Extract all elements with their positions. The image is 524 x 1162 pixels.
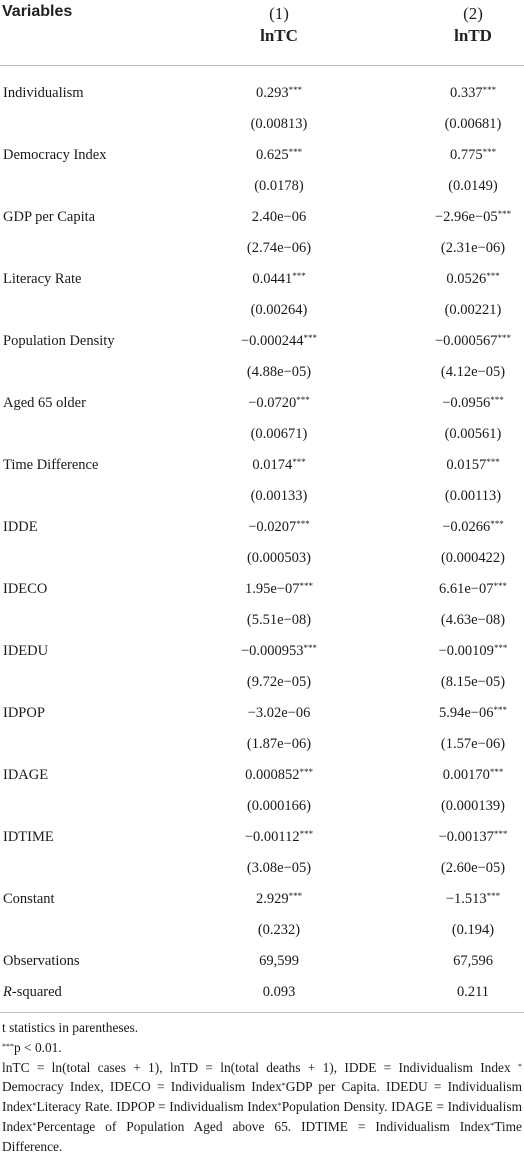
- note-def-a: lnTC = ln(total cases + 1), lnTD = ln(total deaths + 1), IDDE = Individualism Index: [2, 1059, 518, 1075]
- cell-value: 2.929: [255, 891, 289, 907]
- cell-value: 0.0526: [446, 271, 487, 287]
- significance-stars: ***: [288, 891, 303, 901]
- variables-header: Variables: [2, 3, 73, 20]
- row-label: GDP per Capita: [3, 209, 96, 225]
- table-row-coefficient: [0, 450, 524, 481]
- significance-stars: ***: [486, 271, 500, 281]
- significance-stars: ***: [296, 519, 310, 529]
- table-row-std-error: [0, 419, 524, 450]
- cell-column-2: [403, 357, 524, 388]
- row-label: Observations: [3, 953, 80, 969]
- cell-value: 0.0441: [252, 271, 293, 287]
- table-row-coefficient: [0, 202, 524, 233]
- cell-column-1: [209, 605, 349, 636]
- table-row-std-error: [0, 605, 524, 636]
- cell-column-1: [209, 419, 349, 450]
- table-row-rsquared: [0, 977, 524, 1008]
- cell-column-1: [209, 388, 349, 419]
- note-def-c: GDP per Capita. IDEDU = Individualism Index: [2, 1079, 522, 1115]
- note-def-sup: *: [32, 1101, 37, 1111]
- cell-value: (9.72e−05): [246, 674, 312, 690]
- cell-column-1: [209, 729, 349, 760]
- cell-value: −0.0956: [442, 395, 491, 411]
- cell-column-2: [403, 264, 524, 295]
- table-row-coefficient: [0, 884, 524, 915]
- cell-value: −0.00109: [438, 643, 494, 659]
- significance-stars: ***: [493, 829, 508, 839]
- cell-value: (8.15e−05): [440, 674, 506, 690]
- cell-value: −2.96e−05: [434, 209, 498, 225]
- cell-column-1: [209, 326, 349, 357]
- cell-column-1: [209, 512, 349, 543]
- cell-column-2: [403, 140, 524, 171]
- significance-stars: ***: [292, 271, 306, 281]
- cell-value: 0.337: [449, 85, 483, 101]
- table-row-std-error: [0, 171, 524, 202]
- cell-column-1: 0.093: [262, 984, 296, 1000]
- cell-column-1: [209, 822, 349, 853]
- column-2-number: (2): [463, 4, 483, 23]
- significance-stars: ***: [299, 829, 314, 839]
- table-row-std-error: [0, 729, 524, 760]
- cell-value: (0.00221): [444, 302, 502, 318]
- rsquared-label-rest: -squared: [11, 984, 62, 1000]
- note-def-g: Time Difference.: [2, 1118, 522, 1154]
- cell-value: −0.00137: [438, 829, 494, 845]
- cell-value: (0.232): [257, 922, 301, 938]
- significance-stars: ***: [288, 85, 303, 95]
- cell-value: 0.0157: [446, 457, 487, 473]
- cell-column-1: [209, 140, 349, 171]
- table-row-std-error: [0, 791, 524, 822]
- cell-column-2: [403, 946, 524, 977]
- table-row-coefficient: [0, 388, 524, 419]
- cell-value: −0.0720: [248, 395, 297, 411]
- cell-column-2: [403, 450, 524, 481]
- cell-column-1: [209, 636, 349, 667]
- cell-value: 0.775: [449, 147, 483, 163]
- column-2-header: [403, 3, 524, 47]
- cell-value: (0.00681): [444, 116, 502, 132]
- cell-value: (3.08e−05): [246, 860, 312, 876]
- table-row-std-error: [0, 481, 524, 512]
- cell-column-2: [403, 760, 524, 791]
- column-1-header: [209, 3, 349, 47]
- cell-value: (0.00561): [444, 426, 502, 442]
- cell-column-1: [209, 481, 349, 512]
- cell-column-2: [403, 326, 524, 357]
- cell-column-2: [403, 698, 524, 729]
- cell-value: −0.000567: [434, 333, 498, 349]
- cell-column-1: [209, 884, 349, 915]
- cell-column-2: [403, 915, 524, 946]
- cell-column-2: [403, 202, 524, 233]
- cell-value: −0.000244: [240, 333, 304, 349]
- cell-column-1: [209, 450, 349, 481]
- note-def-sup: *: [281, 1081, 286, 1091]
- table-row-coefficient: [0, 140, 524, 171]
- cell-value: 0.00170: [442, 767, 490, 783]
- table-row-coefficient: [0, 264, 524, 295]
- significance-stars: ***: [292, 457, 306, 467]
- table-row-std-error: [0, 667, 524, 698]
- cell-value: (0.00671): [250, 426, 308, 442]
- row-label: Individualism: [3, 85, 84, 101]
- cell-column-2: [403, 512, 524, 543]
- note-stars: ***: [2, 1041, 14, 1051]
- cell-value: (0.0149): [448, 178, 498, 194]
- cell-value: 5.94e−06: [439, 705, 494, 721]
- table-row-std-error: [0, 357, 524, 388]
- cell-value: (0.00813): [250, 116, 308, 132]
- cell-value: 6.61e−07: [439, 581, 494, 597]
- cell-column-2: [403, 78, 524, 109]
- cell-column-2: [403, 791, 524, 822]
- significance-stars: ***: [493, 581, 507, 591]
- row-label: IDDE: [3, 519, 38, 535]
- cell-value: (1.87e−06): [246, 736, 312, 752]
- table-row-std-error: [0, 233, 524, 264]
- row-label: IDPOP: [3, 705, 45, 721]
- cell-value: −3.02e−06: [247, 705, 311, 721]
- significance-stars: ***: [490, 519, 504, 529]
- significance-stars: ***: [296, 395, 310, 405]
- cell-value: −1.513: [445, 891, 487, 907]
- cell-column-1: [209, 109, 349, 140]
- cell-column-2: [403, 729, 524, 760]
- cell-column-1: [209, 171, 349, 202]
- row-label: [3, 977, 62, 1008]
- cell-column-1: [209, 543, 349, 574]
- table-row-coefficient: [0, 574, 524, 605]
- table-row-coefficient: [0, 636, 524, 667]
- cell-column-2: [403, 419, 524, 450]
- cell-value: 67,596: [453, 953, 493, 969]
- table-row-std-error: [0, 543, 524, 574]
- cell-column-2: [403, 884, 524, 915]
- table-row-std-error: [0, 853, 524, 884]
- significance-stars: ***: [299, 581, 313, 591]
- row-label: IDEDU: [3, 643, 49, 659]
- cell-value: 1.95e−07: [245, 581, 300, 597]
- cell-value: (0.00113): [444, 488, 502, 504]
- cell-column-1: [209, 574, 349, 605]
- cell-column-1: [209, 853, 349, 884]
- cell-value: (0.00264): [250, 302, 308, 318]
- cell-column-1: [209, 295, 349, 326]
- cell-column-1: [209, 946, 349, 977]
- table-row-coefficient: [0, 326, 524, 357]
- cell-value: (2.74e−06): [246, 240, 312, 256]
- cell-value: (0.000166): [246, 798, 312, 814]
- significance-stars: ***: [493, 705, 507, 715]
- cell-column-2: 0.211: [456, 984, 490, 1000]
- cell-value: −0.000953: [240, 643, 304, 659]
- row-label: IDECO: [3, 581, 48, 597]
- cell-column-2: [403, 295, 524, 326]
- significance-stars: ***: [303, 333, 318, 343]
- note-def-e: Population Density. IDAGE = Individualism Index: [2, 1099, 522, 1134]
- cell-column-1: [209, 264, 349, 295]
- table-row-coefficient: [0, 822, 524, 853]
- cell-value: 0.0174: [252, 457, 293, 473]
- cell-value: 0.293: [255, 85, 289, 101]
- row-label: IDAGE: [3, 767, 49, 783]
- table-notes: [2, 1018, 522, 1157]
- cell-column-2: [403, 481, 524, 512]
- table-row-std-error: [0, 915, 524, 946]
- cell-column-2: [403, 109, 524, 140]
- column-1-name: lnTC: [260, 26, 298, 45]
- note-def-sup: *: [277, 1101, 282, 1111]
- table-row-std-error: [0, 109, 524, 140]
- significance-stars: ***: [497, 209, 512, 219]
- cell-column-2: [403, 543, 524, 574]
- cell-value: (0.00133): [250, 488, 308, 504]
- cell-value: (1.57e−06): [440, 736, 506, 752]
- cell-column-2: [403, 574, 524, 605]
- cell-column-1: [209, 233, 349, 264]
- cell-column-1: [209, 78, 349, 109]
- table-row-coefficient: [0, 78, 524, 109]
- row-label: IDTIME: [3, 829, 54, 845]
- table-bottom-rule: [0, 1012, 524, 1013]
- cell-value: (0.000503): [246, 550, 312, 566]
- cell-column-1: [209, 760, 349, 791]
- note-def-b: Democracy Index, IDECO = Individualism Index: [2, 1079, 282, 1095]
- cell-value: (2.60e−05): [440, 860, 506, 876]
- significance-stars: ***: [303, 643, 318, 653]
- cell-column-2: [403, 233, 524, 264]
- cell-column-2: [403, 388, 524, 419]
- cell-value: 0.000852: [245, 767, 300, 783]
- significance-stars: ***: [299, 767, 313, 777]
- significance-stars: ***: [489, 767, 504, 777]
- note-pvalue: p < 0.01.: [14, 1039, 62, 1055]
- note-tstat: t statistics in parentheses.: [2, 1020, 139, 1035]
- row-label: Population Density: [3, 333, 115, 349]
- table-header: [0, 0, 524, 66]
- cell-column-2: [403, 171, 524, 202]
- cell-column-1: [209, 667, 349, 698]
- cell-column-2: [403, 605, 524, 636]
- cell-value: (4.88e−05): [246, 364, 312, 380]
- cell-value: (4.63e−08): [440, 612, 506, 628]
- cell-value: 69,599: [259, 953, 299, 969]
- cell-column-2: [403, 822, 524, 853]
- column-2-name: lnTD: [454, 26, 492, 45]
- cell-column-2: [403, 853, 524, 884]
- table-row-coefficient: [0, 760, 524, 791]
- significance-stars: ***: [288, 147, 303, 157]
- row-label: Time Difference: [3, 457, 99, 473]
- cell-column-1: [209, 915, 349, 946]
- column-1-number: (1): [269, 4, 289, 23]
- cell-value: (5.51e−08): [246, 612, 312, 628]
- cell-column-2: [403, 636, 524, 667]
- note-def-sup: *: [518, 1061, 522, 1071]
- cell-column-2: [403, 667, 524, 698]
- note-significance: [2, 1038, 522, 1058]
- significance-stars: ***: [486, 891, 501, 901]
- cell-column-1: [209, 357, 349, 388]
- cell-column-1: [209, 791, 349, 822]
- note-def-f: Percentage of Population Aged above 65. IDTIME = Individualism Index: [36, 1118, 491, 1134]
- significance-stars: ***: [493, 643, 508, 653]
- table-row-coefficient: [0, 698, 524, 729]
- cell-value: (0.000139): [440, 798, 506, 814]
- significance-stars: ***: [490, 395, 504, 405]
- note-def-sup: *: [490, 1120, 495, 1130]
- cell-value: 0.625: [255, 147, 289, 163]
- table-row-std-error: [0, 295, 524, 326]
- cell-value: −0.0207: [248, 519, 297, 535]
- significance-stars: ***: [482, 85, 497, 95]
- significance-stars: ***: [497, 333, 512, 343]
- rsquared-label-italic: R: [3, 984, 12, 1000]
- note-def-sup: *: [32, 1120, 37, 1130]
- cell-value: (4.12e−05): [440, 364, 506, 380]
- note-def-d: Literacy Rate. IDPOP = Individualism Index: [36, 1099, 278, 1115]
- cell-value: (0.0178): [254, 178, 304, 194]
- row-label: Democracy Index: [3, 147, 107, 163]
- table-row-coefficient: [0, 512, 524, 543]
- cell-value: (0.000422): [440, 550, 506, 566]
- cell-column-1: [209, 698, 349, 729]
- row-label: Aged 65 older: [3, 395, 86, 411]
- significance-stars: ***: [482, 147, 497, 157]
- note-definitions: [2, 1058, 522, 1157]
- cell-value: (0.194): [451, 922, 495, 938]
- cell-column-1: [209, 202, 349, 233]
- row-label: Literacy Rate: [3, 271, 82, 287]
- table-row-coefficient: [0, 946, 524, 977]
- cell-value: (2.31e−06): [440, 240, 506, 256]
- row-label: Constant: [3, 891, 55, 907]
- cell-value: −0.0266: [442, 519, 491, 535]
- significance-stars: ***: [486, 457, 500, 467]
- cell-value: −0.00112: [244, 829, 300, 845]
- cell-value: 2.40e−06: [251, 209, 307, 225]
